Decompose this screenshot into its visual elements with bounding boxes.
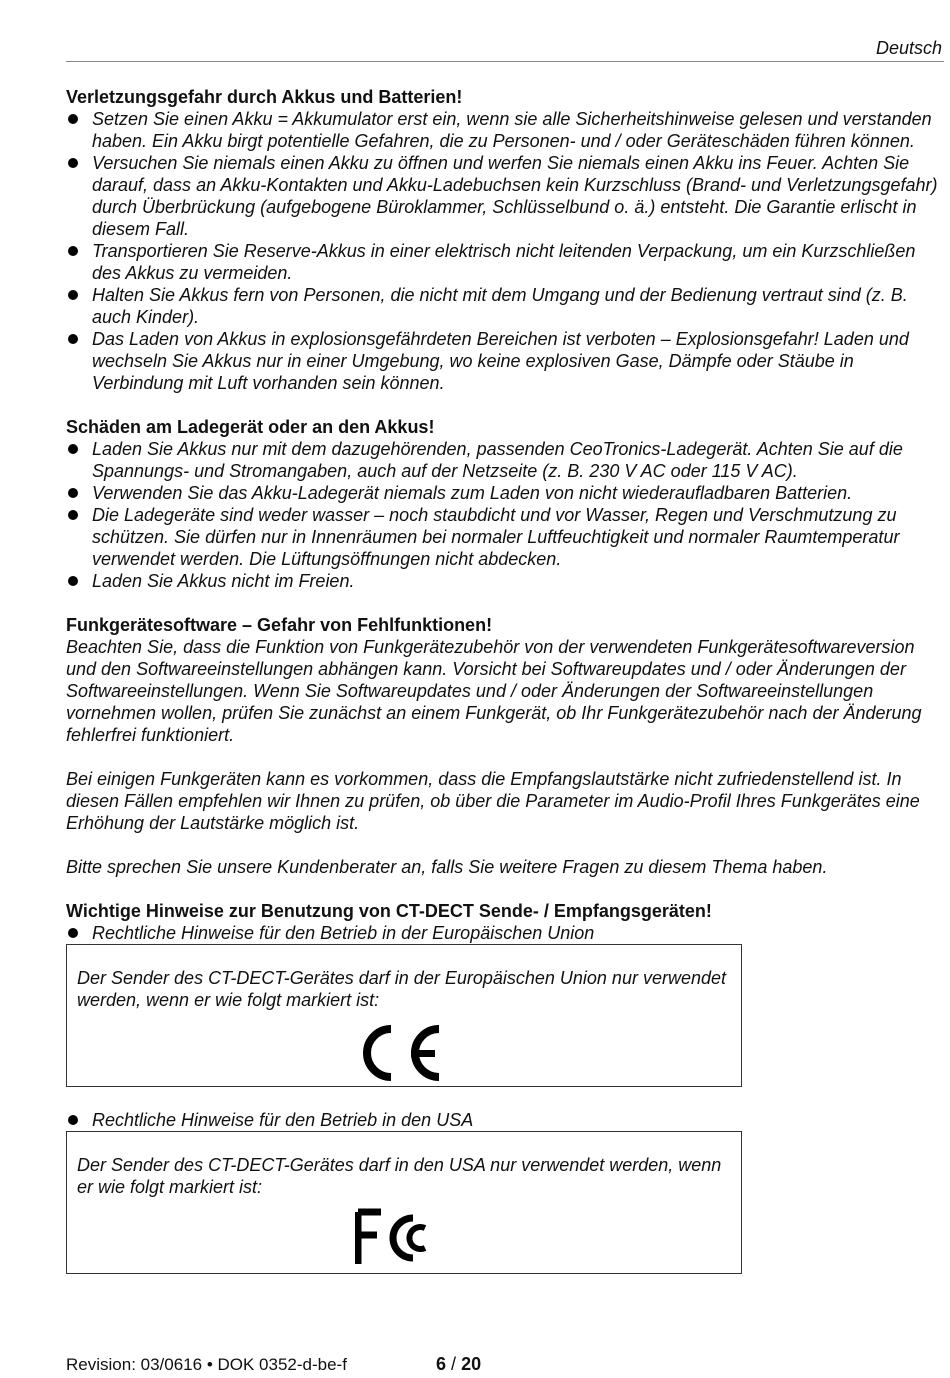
list-item — [66, 152, 940, 240]
bullet-icon — [68, 488, 78, 498]
software-paragraph: Bitte sprechen Sie unsere Kundenberater an, falls Sie weitere Fragen zu diesem Thema haben. — [66, 857, 828, 877]
fcc-mark-icon — [355, 1208, 437, 1268]
section-title-dect: Wichtige Hinweise zur Benutzung von CT-DECT Sende- / Empfangsgeräten! — [66, 901, 712, 921]
eu-notice-box — [66, 944, 742, 1087]
bullet-icon — [68, 510, 78, 520]
eu-notice-text: Der Sender des CT-DECT-Gerätes darf in der Europäischen Union nur verwendet werden, wenn er wie folgt markiert ist: — [77, 968, 726, 1010]
bullet-icon — [68, 158, 78, 168]
header-language: Deutsch — [875, 38, 942, 58]
software-paragraph: Bei einigen Funkgeräten kann es vorkommen, dass die Empfangslautstärke nicht zufriedenstellend ist. In diesen Fällen empfehlen wir Ihnen zu prüfen, ob über die Parameter im Audio-Profil Ihres Funkgerätes eine Erhöhung der Lautstärke möglich ist. — [66, 769, 920, 833]
section-title-ladegeraet: Schäden am Ladegerät oder an den Akkus! — [66, 417, 435, 437]
software-paragraph: Beachten Sie, dass die Funktion von Funkgerätezubehör von der verwendeten Funkgerätesoftwareversion und den Softwareeinstellungen abhängen kann. Vorsicht bei Softwareupdates und / oder Änderungen der Softwareeinstellungen. Wenn Sie Softwareupdates und / oder Änderungen der Softwareeinstellungen vornehmen wollen, prüfen Sie zunächst an einem Funkgerät, ob Ihr Funkgerätezubehör nach der Änderung fehlerfrei funktioniert. — [66, 637, 922, 745]
list-item — [66, 284, 940, 328]
list-item-text: Rechtliche Hinweise für den Betrieb in den USA — [92, 1110, 474, 1130]
list-item-text: Setzen Sie einen Akku = Akkumulator erst ein, wenn sie alle Sicherheitshinweise gelesen und verstanden haben. Ein Akku birgt potentielle Gefahren, die zu Personen- und / oder Geräteschäden führen können. — [92, 109, 932, 151]
list-item-text: Rechtliche Hinweise für den Betrieb in der Europäischen Union — [92, 923, 595, 943]
footer-page-number — [436, 1354, 481, 1375]
list-item — [66, 482, 940, 504]
list-item — [66, 108, 940, 152]
list-item — [66, 438, 940, 482]
list-item-text: Halten Sie Akkus fern von Personen, die nicht mit dem Umgang und der Bedienung vertraut sind (z. B. auch Kinder). — [92, 285, 908, 327]
list-item — [66, 240, 940, 284]
page-current: 6 — [436, 1354, 447, 1374]
header-divider — [66, 61, 944, 62]
footer-revision: Revision: 03/0616 • DOK 0352-d-be-f — [66, 1355, 347, 1374]
list-item-text: Laden Sie Akkus nicht im Freien. — [92, 571, 355, 591]
list-item-text: Die Ladegeräte sind weder wasser – noch staubdicht und vor Wasser, Regen und Verschmutzung zu schützen. Sie dürfen nur in Innenräumen bei normaler Luftfeuchtigkeit und normaler Raumtemperatur verwendet werden. Die Lüftungsöffnungen nicht abdecken. — [92, 505, 900, 569]
page-separator: / — [451, 1354, 457, 1374]
bullet-icon — [68, 114, 78, 124]
akkus-list — [66, 108, 940, 394]
section-title-software: Funkgerätesoftware – Gefahr von Fehlfunktionen! — [66, 615, 493, 635]
list-item — [66, 922, 940, 944]
list-item — [66, 1109, 940, 1131]
ce-mark-icon — [353, 1021, 445, 1085]
bullet-icon — [68, 246, 78, 256]
list-item-text: Verwenden Sie das Akku-Ladegerät niemals zum Laden von nicht wiederaufladbaren Batterien. — [92, 483, 853, 503]
us-notice-box — [66, 1131, 742, 1274]
bullet-icon — [68, 928, 78, 938]
list-item-text: Transportieren Sie Reserve-Akkus in einer elektrisch nicht leitenden Verpackung, um ein Kurzschließen des Akkus zu vermeiden. — [92, 241, 916, 283]
page-content — [66, 86, 940, 1274]
list-item — [66, 504, 940, 570]
list-item — [66, 570, 940, 592]
page-total: 20 — [461, 1354, 482, 1374]
list-item-text: Das Laden von Akkus in explosionsgefährdeten Bereichen ist verboten – Explosionsgefahr! Laden und wechseln Sie Akkus nur in einer Umgebung, wo keine explosiven Gase, Dämpfe oder Stäube in Verbindung mit Luft vorhanden sein können. — [92, 329, 909, 393]
ladegeraet-list — [66, 438, 940, 592]
bullet-icon — [68, 290, 78, 300]
bullet-icon — [68, 444, 78, 454]
bullet-icon — [68, 1115, 78, 1125]
dect-eu-list — [66, 922, 940, 944]
dect-us-list — [66, 1109, 940, 1131]
list-item-text: Versuchen Sie niemals einen Akku zu öffnen und werfen Sie niemals einen Akku ins Feuer. Achten Sie darauf, dass an Akku-Kontakten und Akku-Ladebuchsen kein Kurzschluss (Brand- und Verletzungsgefahr) durch Überbrückung (aufgebogene Büroklammer, Schlüsselbund o. ä.) entsteht. Die Garantie erlischt in diesem Fall. — [92, 153, 938, 239]
bullet-icon — [68, 576, 78, 586]
section-title-akkus: Verletzungsgefahr durch Akkus und Batterien! — [66, 87, 463, 107]
list-item — [66, 328, 940, 394]
list-item-text: Laden Sie Akkus nur mit dem dazugehörenden, passenden CeoTronics-Ladegerät. Achten Sie auf die Spannungs- und Stromangaben, auch auf der Netzseite (z. B. 230 V AC oder 115 V AC). — [92, 439, 903, 481]
us-notice-text: Der Sender des CT-DECT-Gerätes darf in den USA nur verwendet werden, wenn er wie folgt markiert ist: — [77, 1155, 722, 1197]
bullet-icon — [68, 334, 78, 344]
